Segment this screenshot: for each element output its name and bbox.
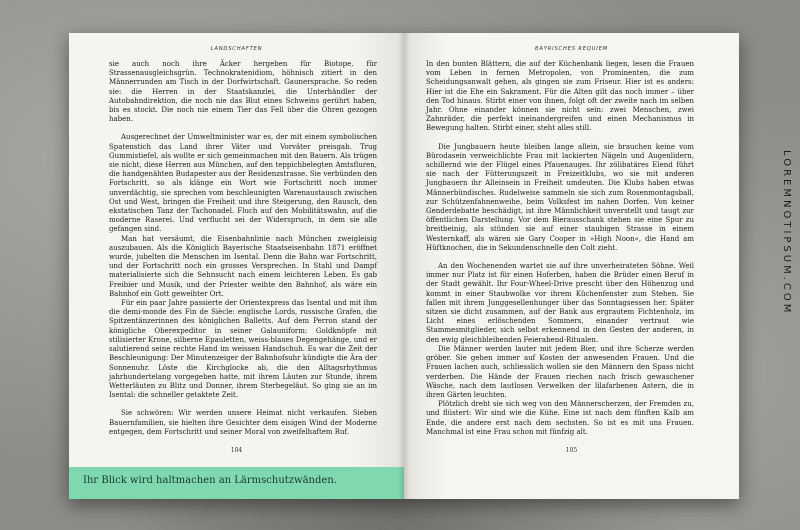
paragraph: Für ein paar Jahre passierte der Orientexpress das Isental und mit ihm die demi-monde des Fin de Siècle: englische Lords, russische Grafen, die Spitzentänzerinnen des königlichen Balletts. Auf dem Perron stand der königliche Oberexpeditor in seiner Galauniform: Goldknöpfe mit stilisierter Krone, silberne Epauletten, weiss-blaues Degengehänge, und er salutierend seine rechte Hand im weissen Handschuh. Es war die Zeit der Beschleunigung: Der Minutenzeiger der Bahnhofsuhr kündigte die Ära der Sonnenuhr. Löste die Kirchglocke ab, die den Alltagsrhythmus jahrhundertelang vorgegeben hatte, mit ihrem Läuten zur Stunde, ihrem Wetterläuten zu Blitz und Donner, ihrem Sterbegeläut. So ging sie an im Isental: die schneller getaktete Zeit.	[109, 299, 377, 400]
running-header-right: BAYRISCHES REQUIEM	[535, 46, 608, 52]
paragraph: Sie schwören: Wir werden unsere Heimat nicht verkaufen. Sieben Bauernfamilien, sie hielten ihre Gesichter dem eisigen Wind der Moderne entgegen, dem Fortschritt und seiner Moral von zweifelhaftem Ruf.	[109, 409, 377, 436]
right-page	[404, 33, 739, 499]
paragraph: Die Jungbauern heute bleiben lange allein, sie brauchen keine vom Bürodasein verweichlichte Frau mit lackierten Nägeln und Augenlidern, schillernd wie der Flügel eines Pfauenauges. Ihr zölibatäres Elend führt sie nach der Fütterungszeit in Freizeitklubs, wo sie mit anderen Jungbauern ihr Alleinsein in Freiheit umdeuten. Die Klubs haben etwas Männerbündisches. Rudelweise sammeln sie sich zum Rosenmontagsball, zur Schützenfahnenweihe, beim Volksfest im nahen Dorfen. Von keiner Genderdebatte beschädigt, ist ihre Männlichkeit unverstellt und taugt zur öffentlichen Darstellung. Vor dem Bierausschank stehen sie eine Spur zu breitbeinig, als stünden sie auf einer staubigen Strasse in einem Westernkaff, als wären sie Gary Cooper in »High Noon«, die Hand am Hüftknochen, die in Sekundenschnelle den Colt zieht.	[426, 142, 694, 252]
paragraph: Ausgerechnet der Umweltminister war es, der mit einem symbolischen Spatenstich das Land ihrer Väter und Vorväter preisgab. Trug Gummistiefel, als wollte er sich gemeinmachen mit den Bauern. Als trügen sie nicht, diese Herren aus München, auf den teppichbelegten Amtsfluren, die handgenähten Budapester aus der Residenzstrasse. Sie verbünden den Fortschritt, so als klänge ein Wort wie Fortschritt noch immer unverdächtig, sie sprechen vom beschleunigten Warenaustausch zwischen Ost und West, bringen die Freiheit und ihre Steigerung, den Rausch, den ekstatischen Tanz der Tachonadel. Fluch auf den Mobilitätswahn, auf die moderne Raserei. Und verflucht sei der Widerspruch, in dem sie alle gefangen sind.	[109, 133, 377, 234]
right-page-body	[426, 60, 694, 437]
paragraph: sie auch noch ihre Äcker hergeben für Biotope, für Strassenausgleichsgrün. Technokratenidiom, höhnisch zitiert in den Männerrunden am Tisch in der Dorfwirtschaft. Gaunersprache. So reden sie: die Herren in der Staatskanzlei, die Unterhändler der Autobahndirektion, die noch nie das Blut eines Schweins gerührt haben, bis es stockt. Die noch nie einem Tier das Fell über die Ohren gezogen haben.	[109, 60, 377, 124]
open-book-spread	[69, 33, 739, 499]
left-page	[69, 33, 404, 499]
paragraph: An den Wochenenden wartet sie auf ihre unverheirateten Söhne. Weil immer nur Platz ist für einen Hoferben, haben die Brüder einen Beruf in der Stadt gewählt. Ihr Four-Wheel-Drive prescht über den Höhenzug und kommt in einer Staubwolke vor ihrem Küchenfenster zum Stehen. Sie fallen mit ihrem Junggesellenhunger über das Sonntagsessen her. Später sitzen sie dicht zusammen, auf der Bank aus ergrautem Fichtenholz, im Licht eines erlöschenden Sommers, einander vertraut wie Stammesmitglieder, sich selbst erkennend in den Gesten der anderen, in den ewig gleichbleibenden Feierabend-Ritualen.	[426, 262, 694, 344]
quote-band	[69, 467, 404, 499]
paragraph: In den bunten Blättern, die auf der Küchenbank liegen, lesen die Frauen vom Leben in fernen Metropolen, von Prominenten, die zum Scheidungsanwalt gehen, als gingen sie zum Friseur. Hier ist es anders: Hier ist die Ehe ein Sakrament. Für die Alten gilt das noch immer – über den Tod hinaus. Stirbt einer von ihnen, folgt oft der zweite nach im selben Jahr. Ohne einander können sie nicht sein: zwei Menschen, zwei Zahnräder, die perfekt ineinandergreifen und einen Mechanismus in Bewegung halten. Stirbt einer, steht alles still.	[426, 60, 694, 133]
left-page-body	[109, 60, 377, 437]
watermark-text: LOREMNOTIPSUM.COM	[781, 150, 792, 316]
page-number-left: 104	[230, 447, 243, 454]
running-header-left: LANDSCHAFTEN	[210, 46, 263, 52]
paragraph: Plötzlich dreht sie sich weg von den Männerscherzen, der Fremden zu, und flüstert: Wir sind wie die Kühe. Eine ist nach dem fünften Kalb am Ende, die andere erst nach dem sechsten. So ist es mit uns Frauen. Manchmal ist eine Frau schon mit fünfzig alt.	[426, 400, 694, 436]
page-number-right: 105	[565, 447, 578, 454]
quote-band-text: Ihr Blick wird haltmachen an Lärmschutzwänden.	[83, 475, 337, 486]
book-gutter-shadow	[398, 33, 410, 499]
paragraph: Man hat versäumt, die Eisenbahnlinie nach München zweigleisig auszubauen. Als die Königlich Bayerische Staatseisenbahn 1871 eröffnet wurde, jubelten die Menschen im Isental. Denn die Bahn war Fortschritt, und der Fortschritt noch ein grosses Versprechen. In Stahl und Dampf materialisierte sich die Sehnsucht nach einem leichteren Leben. Es gab Freibier und Musik, und der Priester weihte den Bahnhof, als wäre ein Bahnhof ein Gott geweihter Ort.	[109, 234, 377, 298]
paragraph: Die Männer werden lauter mit jedem Bier, und ihre Scherze werden gröber. Sie gehen immer auf Kosten der anwesenden Frauen. Und die Frauen lachen auch, schliesslich wollen sie den Männern den Spass nicht verderben. Die Hände der Frauen riechen nach frisch gewaschener Wäsche, nach dem lautlosen Verwelken der lilafarbenen Astern, die in ihren Gärten leuchten.	[426, 344, 694, 399]
